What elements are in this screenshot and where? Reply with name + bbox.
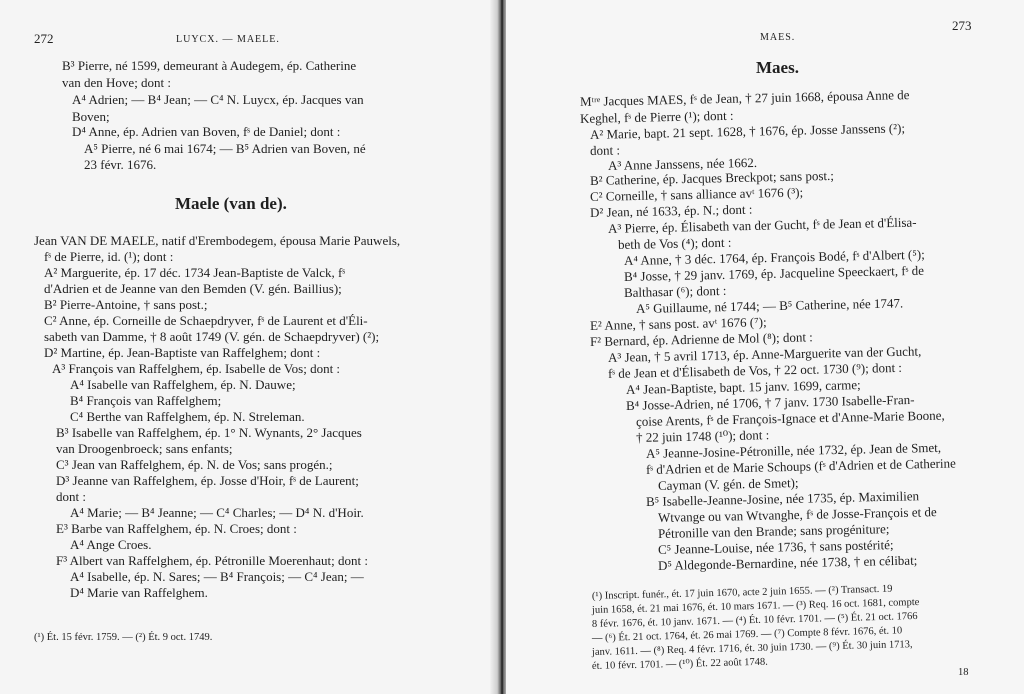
text-line: A⁴ Anne, † 3 déc. 1764, ép. François Bodé, fˢ d'Albert (⁵); [623, 246, 925, 268]
text-line: D³ Jeanne van Raffelghem, ép. Josse d'Hoir, fˢ de Laurent; [56, 473, 359, 488]
text-line: van Droogenbroeck; sans enfants; [56, 441, 233, 456]
page-number-left: 272 [34, 31, 54, 46]
text-line: B⁴ Josse-Adrien, né 1706, † 7 janv. 1730 Isabelle-Fran- [625, 391, 915, 413]
text-line: çoise Arents, fˢ de François-Ignace et d'Anne-Marie Boone, [635, 407, 945, 429]
text-line: D² Jean, né 1633, ép. N.; dont : [589, 201, 753, 220]
text-line: A⁴ Isabelle van Raffelghem, ép. N. Dauwe; [70, 377, 296, 392]
text-line: Mᵗʳᵉ Jacques MAES, fˢ de Jean, † 27 juin 1668, épousa Anne de [579, 87, 910, 109]
text-line: A² Marie, bapt. 21 sept. 1628, † 1676, ép. Josse Janssens (²); [589, 120, 906, 142]
text-line: A⁴ Ange Croes. [70, 537, 152, 552]
text-line: C⁴ Berthe van Raffelghem, ép. N. Streleman. [70, 409, 305, 424]
text-line: E³ Barbe van Raffelghem, ép. N. Croes; dont : [56, 521, 297, 536]
footnote-line: (¹) Inscript. funér., ét. 17 juin 1670, acte 2 juin 1655. — (²) Transact. 19 [591, 583, 893, 602]
footnote-line: 8 févr. 1676, ét. 10 janv. 1671. — (⁴) Ét. 10 févr. 1701. — (⁵) Ét. 21 oct. 1766 [591, 611, 918, 630]
text-line: A³ Anne Janssens, née 1662. [607, 154, 758, 173]
text-line: Wtvange ou van Wtvanghe, fˢ de Josse-François et de [657, 504, 937, 525]
page-number-right: 273 [952, 18, 972, 33]
text-line: A⁴ Adrien; — B⁴ Jean; — C⁴ N. Luycx, ép. Jacques van [72, 92, 364, 107]
text-line: A⁵ Guillaume, né 1744; — B⁵ Catherine, née 1747. [635, 295, 904, 316]
text-line: dont : [56, 489, 86, 504]
text-line: B² Pierre-Antoine, † sans post.; [44, 297, 208, 312]
text-line: A² Marguerite, ép. 17 déc. 1734 Jean-Baptiste de Valck, fˢ [44, 265, 346, 280]
text-line: D⁴ Marie van Raffelghem. [70, 585, 208, 600]
footnote-line: — (⁶) Ét. 21 oct. 1764, ét. 26 mai 1769. — (⁷) Compte 8 févr. 1676, ét. 10 [591, 625, 903, 644]
text-line: Jean VAN DE MAELE, natif d'Erembodegem, épousa Marie Pauwels, [34, 233, 401, 248]
text-line: C⁵ Jeanne-Louise, née 1736, † sans postérité; [657, 537, 894, 557]
left-page [0, 0, 498, 694]
text-line: Boven; [72, 109, 110, 124]
text-line: B⁴ Josse, † 29 janv. 1769, ép. Jacqueline Speeckaert, fˢ de [623, 262, 925, 284]
text-line: B³ Pierre, né 1599, demeurant à Audegem, ép. Catherine [62, 58, 357, 73]
text-line: sabeth van Damme, † 8 août 1749 (V. gén. de Schaepdryver) (²); [44, 329, 380, 344]
text-line: F² Bernard, ép. Adrienne de Mol (⁸); dont : [589, 329, 813, 349]
text-line: C² Corneille, † sans alliance avᵗ 1676 (³); [589, 184, 804, 204]
text-line: fˢ de Jean et d'Élisabeth de Vos, † 22 oct. 1730 (⁹); dont : [607, 359, 903, 381]
text-line: Balthasar (⁶); dont : [623, 282, 727, 300]
text-line: dont : [589, 142, 621, 158]
text-line: A⁴ Jean-Baptiste, bapt. 15 janv. 1699, carme; [625, 377, 861, 397]
text-line: Cayman (V. gén. de Smet); [657, 475, 799, 493]
text-line: fˢ d'Adrien et de Marie Schoups (fˢ d'Adrien et de Catherine [645, 455, 956, 477]
text-line: B² Catherine, ép. Jacques Breckpot; sans post.; [589, 167, 835, 188]
text-line: F³ Albert van Raffelghem, ép. Pétronille Moerenhaut; dont : [56, 553, 368, 568]
text-line: D⁴ Anne, ép. Adrien van Boven, fˢ de Daniel; dont : [72, 124, 341, 139]
section-title-maele: Maele (van de). [175, 194, 287, 213]
text-line: C³ Jean van Raffelghem, ép. N. de Vos; sans progén.; [56, 457, 333, 472]
text-line: A³ Jean, † 5 avril 1713, ép. Anne-Marguerite van der Gucht, [607, 343, 922, 365]
text-line: B⁴ François van Raffelghem; [70, 393, 222, 408]
running-head-right: MAES. [760, 32, 796, 43]
text-line: D² Martine, ép. Jean-Baptiste van Raffelghem; dont : [44, 345, 321, 360]
text-line: B³ Isabelle van Raffelghem, ép. 1° N. Wynants, 2° Jacques [56, 425, 362, 440]
text-line: Pétronille van den Brande; sans progéniture; [657, 521, 890, 541]
text-line: A⁵ Jeanne-Josine-Pétronille, née 1732, ép. Jean de Smet, [645, 439, 942, 461]
text-line: E² Anne, † sans post. avᵗ 1676 (⁷); [589, 314, 767, 333]
text-line: A⁴ Isabelle, ép. N. Sares; — B⁴ François; — C⁴ Jean; — [70, 569, 364, 584]
text-line: 23 févr. 1676. [84, 157, 157, 172]
text-line: fˢ de Pierre, id. (¹); dont : [44, 249, 174, 264]
text-line: C² Anne, ép. Corneille de Schaepdryver, fˢ de Laurent et d'Éli- [44, 313, 368, 328]
text-line: van den Hove; dont : [62, 75, 172, 90]
section-title-maes: Maes. [756, 58, 799, 77]
footnote-line: juin 1658, ét. 21 mai 1676, ét. 10 mars 1671. — (³) Req. 16 oct. 1681, compte [591, 597, 920, 616]
text-line: B⁵ Isabelle-Jeanne-Josine, née 1735, ép. Maximilien [645, 488, 920, 509]
text-line: d'Adrien et de Jeanne van den Bemden (V. gén. Baillius); [44, 281, 342, 296]
footnote-line: ét. 10 févr. 1701. — (¹⁰) Ét. 22 août 1748. [591, 656, 769, 672]
text-line: † 22 juin 1748 (¹⁰); dont : [635, 427, 770, 445]
text-line: D⁵ Aldegonde-Bernardine, née 1738, † en célibat; [657, 552, 918, 573]
text-line: A⁵ Pierre, né 6 mai 1674; — B⁵ Adrien van Boven, né [84, 141, 366, 156]
footnote-line: janv. 1611. — (⁸) Req. 4 févr. 1716, ét. 30 juin 1730. — (⁹) Ét. 30 juin 1713, [591, 639, 913, 658]
text-line: beth de Vos (⁴); dont : [617, 234, 732, 252]
right-page [506, 0, 1024, 694]
running-head-left: LUYCX. — MAELE. [176, 34, 280, 45]
footnote-left: (¹) Ét. 15 févr. 1759. — (²) Ét. 9 oct. 1749. [34, 632, 213, 643]
text-line: A⁴ Marie; — B⁴ Jeanne; — C⁴ Charles; — D⁴ N. d'Hoir. [70, 505, 364, 520]
text-line: A³ Pierre, ép. Élisabeth van der Gucht, fˢ de Jean et d'Élisa- [607, 214, 917, 236]
text-line: A³ François van Raffelghem, ép. Isabelle de Vos; dont : [52, 361, 341, 376]
signature-mark: 18 [958, 667, 969, 678]
text-line: Keghel, fˢ de Pierre (¹); dont : [579, 107, 734, 126]
